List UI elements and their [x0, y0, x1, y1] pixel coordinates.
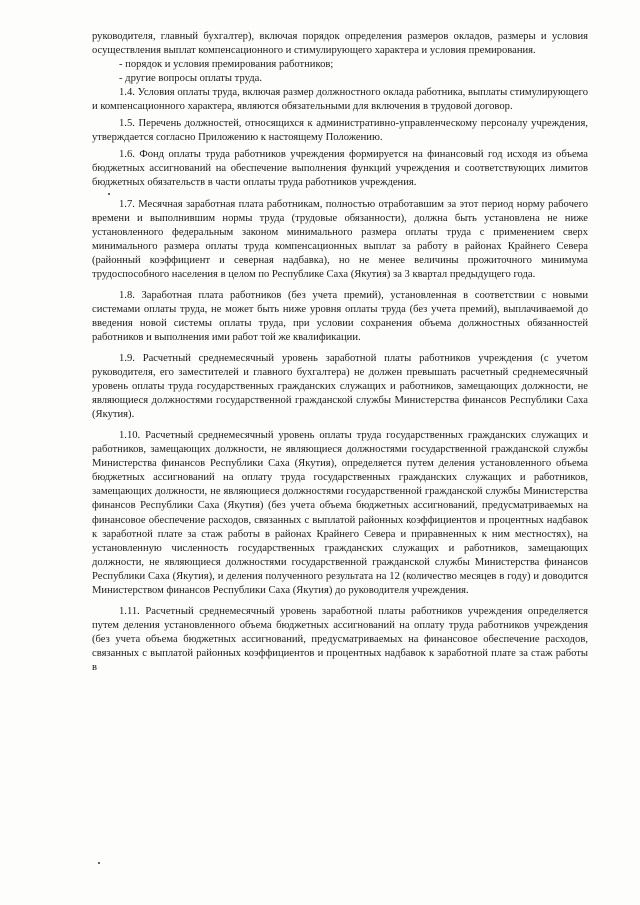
list-item: - порядок и условия премирования работников; — [119, 59, 334, 71]
paragraph-1-8: 1.8. Заработная плата работников (без учета премий), установленная в соответствии с новыми системами оплаты труда, не может быть ниже уровня оплаты труда (без учета премий), выплачиваемой до введения новой системы оплаты труда, при условии сохранения объема должностных обязанностей работников и выполнения ими работ той же квалификации. — [92, 289, 588, 343]
paragraph-1-6: 1.6. Фонд оплаты труда работников учреждения формируется на финансовый год исходя из объема бюджетных ассигнований на обеспечение выполнения функций учреждения и соответствующих лимитов бюджетных обязательств в части оплаты труда работников учреждения. — [92, 149, 588, 189]
scan-speck — [108, 193, 110, 195]
paragraph-1-9: 1.9. Расчетный среднемесячный уровень заработной платы работников учреждения (с учетом руководителя, его заместителей и главного бухгалтера) не должен превышать расчетный среднемесячный уровень оплаты труда государственных гражданских служащих и работников, замещающих должности, не являющиеся должностями государственной гражданской службы Министерства финансов Республики Саха (Якутия). — [92, 352, 588, 421]
paragraph-1-4: 1.4. Условия оплаты труда, включая размер должностного оклада работника, выплаты стимулирующего и компенсационного характера, являются обязательными для включения в трудовой договор. — [92, 87, 588, 113]
paragraph-1-11: 1.11. Расчетный среднемесячный уровень заработной платы работников учреждения определяется путем деления установленного объема бюджетных ассигнований на оплату труда работников учреждения (без учета объема бюджетных ассигнований, предусматриваемых на финансовое обеспечение расходов, связанных с выплатой районных коэффициентов и процентных надбавок к заработной плате за стаж работы в — [92, 605, 588, 673]
list-item: - другие вопросы оплаты труда. — [119, 73, 262, 85]
document-body — [92, 30, 588, 675]
paragraph-1-5: 1.5. Перечень должностей, относящихся к административно-управленческому персоналу учреждения, утверждается согласно Приложению к настоящему Положению. — [92, 118, 588, 144]
paragraph-1-7: 1.7. Месячная заработная плата работникам, полностью отработавшим за этот период норму рабочего времени и выполнившим нормы труда (трудовые обязанности), должна быть установлена не ниже установленного федеральным законом минимального размера оплаты труда с применением сверх минимального размера оплаты труда компенсационных выплат за работу в районах Крайнего Севера (районный коэффициент и северная надбавка), но не менее величины прожиточного минимума трудоспособного населения в целом по Республике Саха (Якутия) за 3 квартал предыдущего года. — [92, 198, 588, 280]
scan-speck — [98, 862, 100, 864]
paragraph-1-10: 1.10. Расчетный среднемесячный уровень оплаты труда государственных гражданских служащих и работников, замещающих должности, не являющиеся должностями государственной гражданской службы Министерства финансов Республики Саха (Якутия), определяется путем деления установленного объема бюджетных ассигнований на оплату труда государственных гражданских служащих и работников, замещающих должности, не являющиеся должностями государственной гражданской службы Министерства финансов Республики Саха (Якутия) (без учета объема бюджетных ассигнований, предусматриваемых на финансовое обеспечение расходов, связанных с выплатой районных коэффициентов и процентных надбавок к заработной плате за стаж работы в районах Крайнего Севера и приравненных к ним местностях), на установленную численность государственных гражданских служащих и работников, замещающих должности, не являющиеся должностями государственной гражданской службы Министерства финансов Республики Саха (Якутия), и деления полученного результата на 12 (количество месяцев в году) и доводится Министерством финансов Республики Саха (Якутия) до руководителя учреждения. — [92, 430, 588, 596]
paragraph-continuation: руководителя, главный бухгалтер), включая порядок определения размеров окладов, размеры и условия осуществления выплат компенсационного и стимулирующего характера и условия премирования. — [92, 31, 588, 57]
